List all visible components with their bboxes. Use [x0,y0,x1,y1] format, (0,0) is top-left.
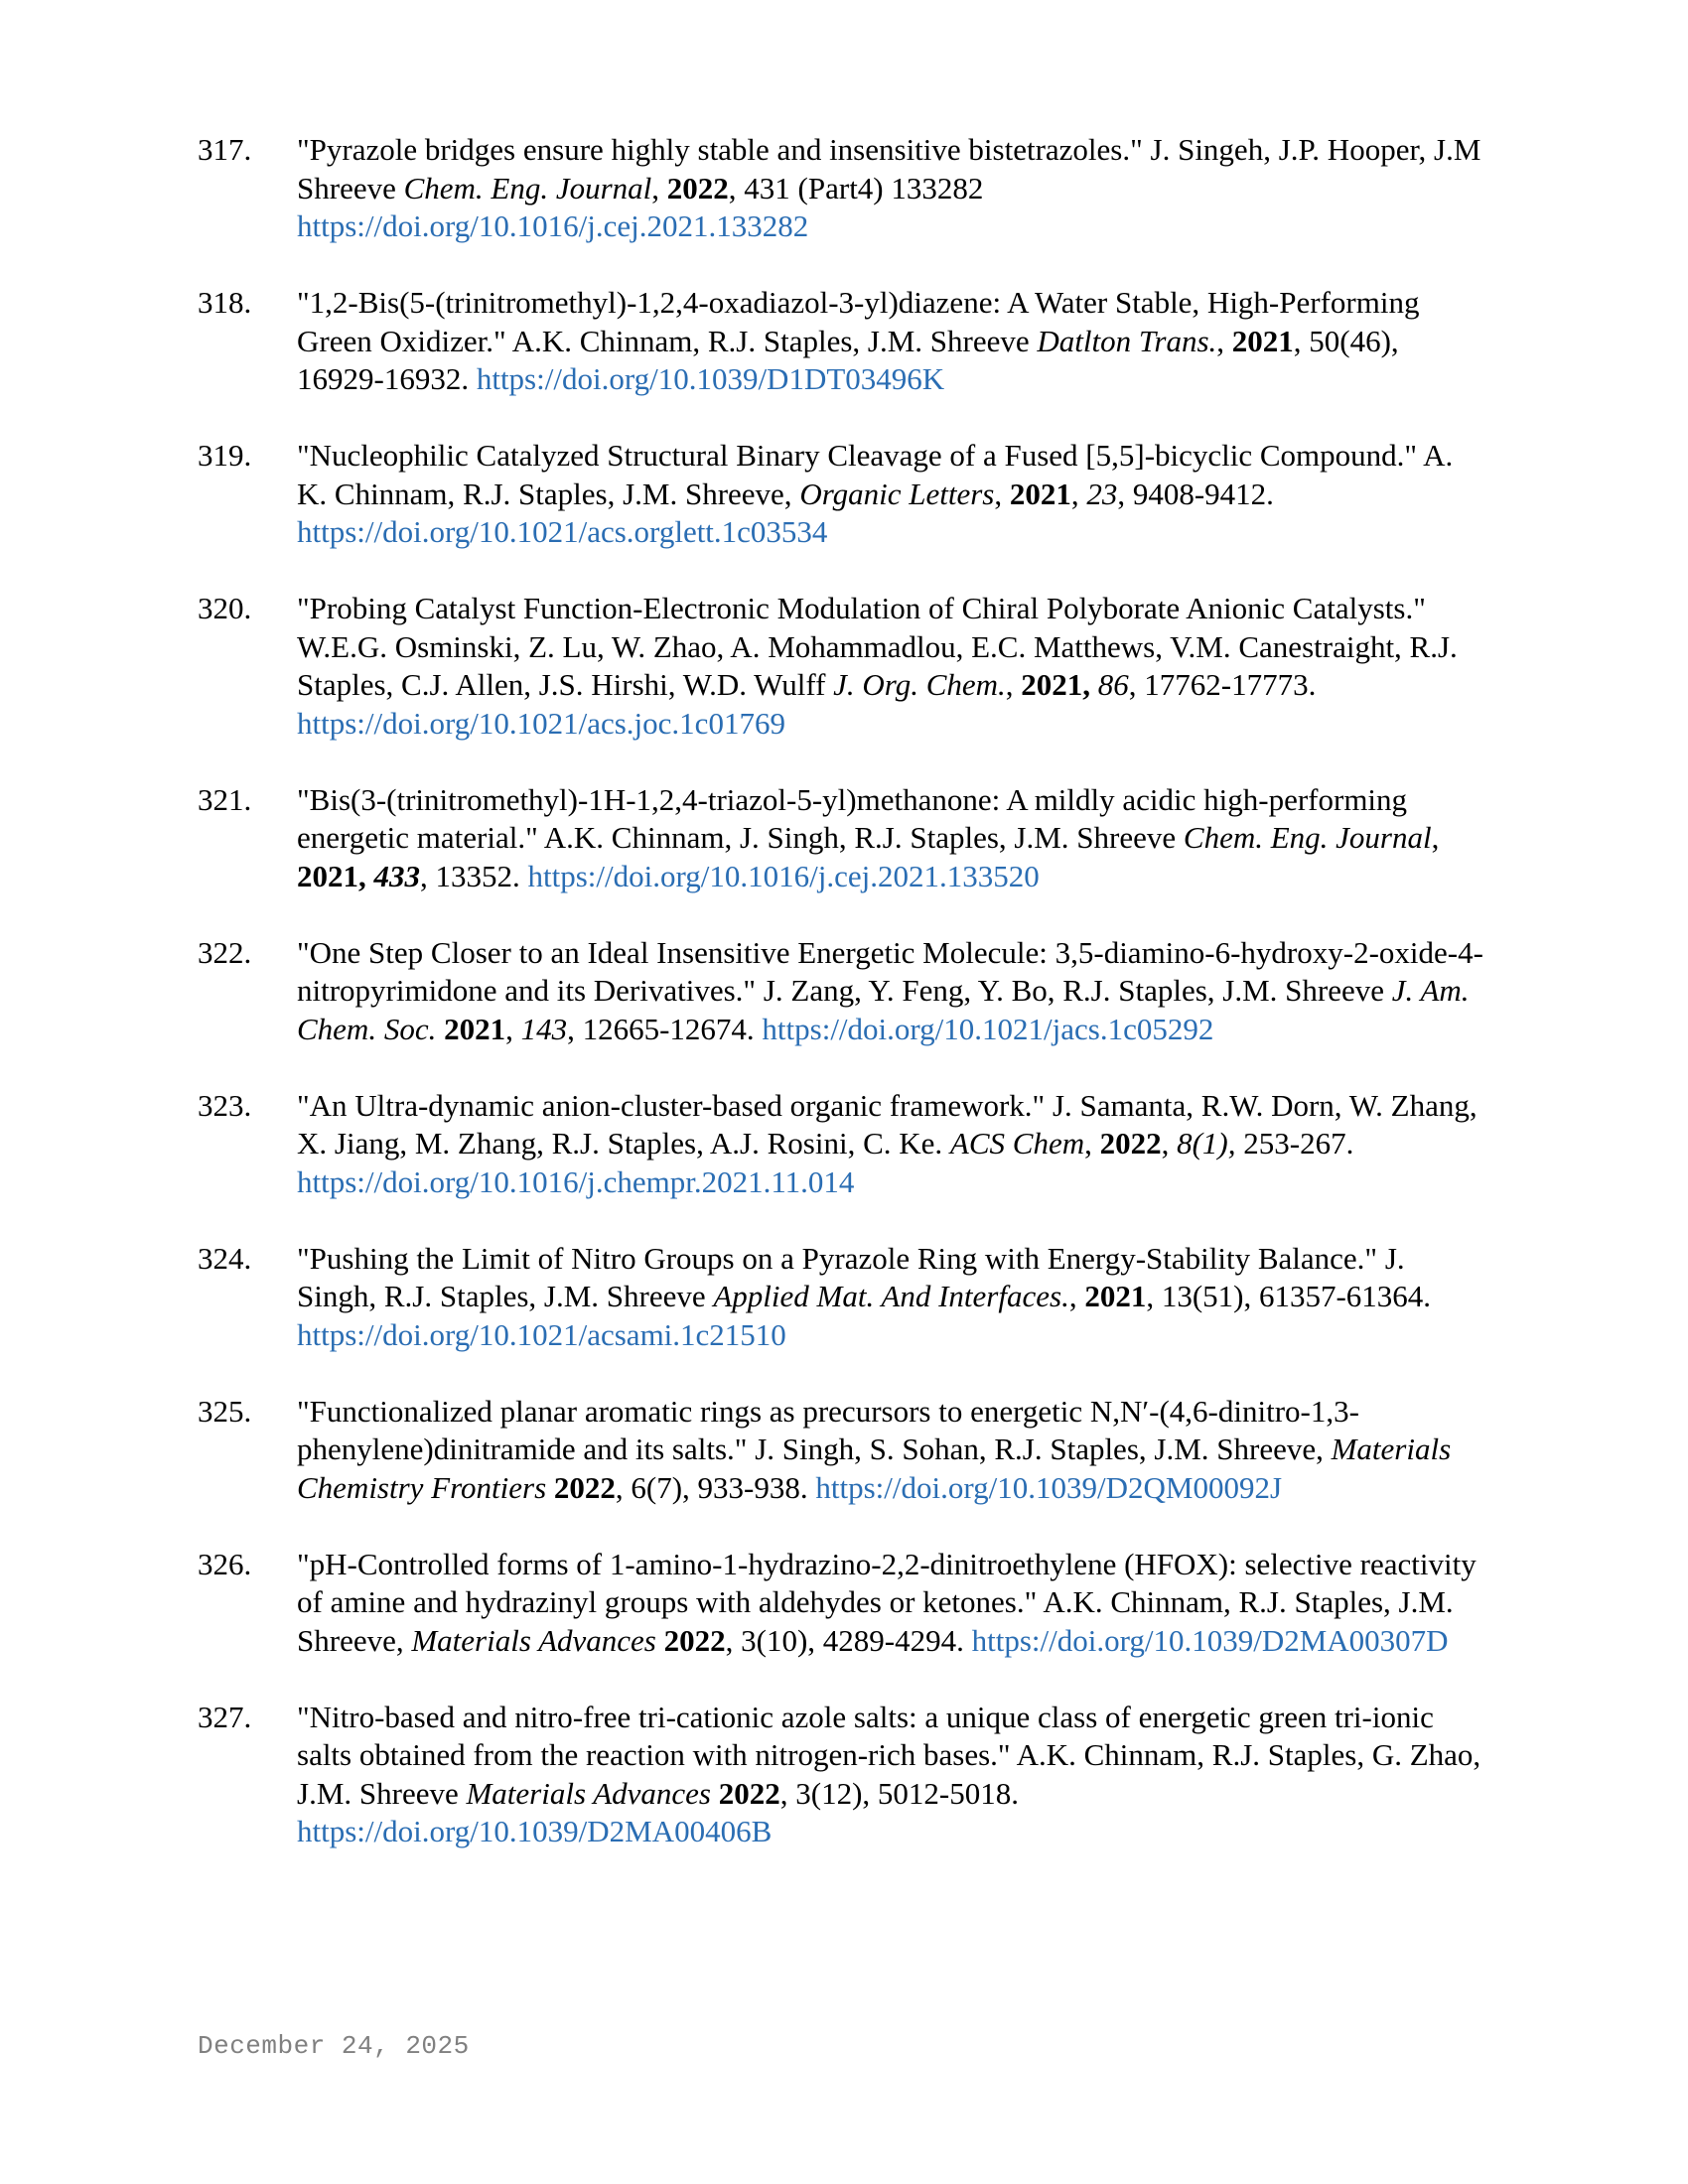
reference-journal: ACS Chem [949,1126,1085,1160]
reference-body: "Probing Catalyst Function-Electronic Modulation of Chiral Polyborate Anionic Catalysts." W.E.G. Osminski, Z. Lu, W. Zhao, A. Mohammadlou, E.C. Matthews, V.M. Canestraight, R.J. Staples, C.J. Allen, J.S. Hirshi, W.D. Wulff J. Org. Chem., 2021, 86, 17762-17773. https://doi.org/10.1021/acs.joc.1c01769 [297,591,1458,741]
doi-link[interactable]: https://doi.org/10.1039/D1DT03496K [476,361,945,396]
doi-link[interactable]: https://doi.org/10.1039/D2MA00307D [971,1622,1449,1658]
reference-item [198,437,1488,552]
reference-title: "1,2-Bis(5-(trinitromethyl)-1,2,4-oxadiazol-3-yl)diazene: A Water Stable, High-Performing Green Oxidizer." [297,285,1420,358]
reference-journal: Chem. Eng. Journal [403,170,652,205]
reference-title: "Functionalized planar aromatic rings as precursors to energetic N,N′-(4,6-dinitro-1,3-phenylene)dinitramide and its salts." [297,1393,1359,1466]
reference-number: 326. [198,1546,252,1581]
reference-details: , 9408-9412. [1117,476,1274,511]
reference-item [198,590,1488,743]
reference-item [198,934,1488,1049]
reference-number: 325. [198,1393,252,1429]
reference-authors: J. Singh, R.J. Staples, J.M. Shreeve [297,1240,1405,1313]
reference-authors: A.K. Chinnam, R.J. Staples, J.M. Shreeve, [297,1584,1454,1658]
reference-authors: A.K. Chinnam, J. Singh, R.J. Staples, J.M. Shreeve [537,820,1184,855]
doi-link[interactable]: https://doi.org/10.1021/acsami.1c21510 [297,1316,786,1352]
reference-details: , 50(46), 16929-16932. [297,323,1399,396]
reference-item [198,1699,1488,1851]
reference-item [198,1240,1488,1355]
reference-year: 2021, [1021,667,1091,702]
reference-body: "Bis(3-(trinitromethyl)-1H-1,2,4-triazol-5-yl)methanone: A mildly acidic high-performing energetic material." A.K. Chinnam, J. Singh, R.J. Staples, J.M. Shreeve Chem. Eng. Journal, 2021, 433, 13352. https://doi.org/10.1016/j.cej.2021.133520 [297,781,1440,893]
reference-authors: A.K. Chinnam, R.J. Staples, J.M. Shreeve [505,323,1038,358]
reference-title: "Pushing the Limit of Nitro Groups on a Pyrazole Ring with Energy-Stability Balance." [297,1240,1378,1276]
reference-journal: Datlton Trans. [1037,323,1217,358]
reference-volume: 86 [1097,667,1129,702]
footer-date: December 24, 2025 [198,2031,470,2061]
reference-body: "1,2-Bis(5-(trinitromethyl)-1,2,4-oxadiazol-3-yl)diazene: A Water Stable, High-Performing Green Oxidizer." A.K. Chinnam, R.J. Staples, J.M. Shreeve Datlton Trans., 2021, 50(46), 16929-16932. https://doi.org/10.1039/D1DT03496K [297,285,1420,396]
reference-title: "Nitro-based and nitro-free tri-cationic azole salts: a unique class of energetic green tri-ionic salts obtained from the reaction with nitrogen-rich bases." [297,1699,1434,1772]
reference-details: , 6(7), 933-938. [615,1469,816,1505]
reference-body: "Pyrazole bridges ensure highly stable and insensitive bistetrazoles." J. Singeh, J.P. Hooper, J.M Shreeve Chem. Eng. Journal, 2022, 431 (Part4) 133282 https://doi.org/10.1016/j.cej.2021.133282 [297,132,1481,243]
reference-item [198,1546,1488,1661]
reference-body [297,1546,1488,1661]
reference-details: , 13352. [420,858,528,893]
doi-link[interactable]: https://doi.org/10.1039/D2MA00406B [297,1814,773,1848]
reference-year: 2021 [1009,476,1071,511]
reference-details: , 3(12), 5012-5018. [779,1775,1019,1811]
reference-item [198,284,1488,399]
reference-item [198,781,1488,896]
doi-link[interactable]: https://doi.org/10.1021/acs.orglett.1c03534 [297,514,828,549]
reference-details: 253-267. [1235,1126,1354,1160]
reference-number: 318. [198,285,252,320]
reference-volume: 8(1), [1177,1126,1236,1160]
reference-year: 2021 [1231,323,1294,358]
doi-link[interactable]: https://doi.org/10.1016/j.cej.2021.133282 [297,208,809,243]
doi-link[interactable]: https://doi.org/10.1016/j.chempr.2021.11.014 [297,1163,855,1199]
reference-number: 322. [198,934,252,970]
reference-body: "One Step Closer to an Ideal Insensitive Energetic Molecule: 3,5-diamino-6-hydroxy-2-oxide-4-nitropyrimidone and its Derivatives." J. Zang, Y. Feng, Y. Bo, R.J. Staples, J.M. Shreeve J. Am. Chem. Soc. 2021, 143, 12665-12674. https://doi.org/10.1021/jacs.1c05292 [297,934,1483,1046]
reference-journal: J. Org. Chem. [833,667,1006,702]
reference-year: 2021 [1084,1279,1147,1313]
reference-authors: W.E.G. Osminski, Z. Lu, W. Zhao, A. Mohammadlou, E.C. Matthews, V.M. Canestraight, R.J. Staples, C.J. Allen, J.S. Hirshi, W.D. Wulff [297,628,1458,702]
reference-title: "Nucleophilic Catalyzed Structural Binary Cleavage of a Fused [5,5]-bicyclic Compound." [297,438,1418,473]
reference-body: "Pushing the Limit of Nitro Groups on a Pyrazole Ring with Energy-Stability Balance." J. Singh, R.J. Staples, J.M. Shreeve Applied Mat. And Interfaces., 2021, 13(51), 61357-61364. https://doi.org/10.1021/acsami.1c21510 [297,1240,1432,1352]
reference-title: "Pyrazole bridges ensure highly stable and insensitive bistetrazoles." [297,132,1143,167]
reference-title: "One Step Closer to an Ideal Insensitive Energetic Molecule: 3,5-diamino-6-hydroxy-2-oxide-4-nitropyrimidone and its Derivatives." [297,934,1483,1008]
reference-title: "An Ultra-dynamic anion-cluster-based organic framework." [297,1087,1046,1123]
reference-authors: A. K. Chinnam, R.J. Staples, J.M. Shreeve, [297,438,1454,511]
reference-year: 2022 [666,170,729,205]
doi-link[interactable]: https://doi.org/10.1039/D2QM00092J [815,1469,1283,1505]
reference-number: 323. [198,1087,252,1123]
reference-number: 319. [198,438,252,473]
reference-body: "An Ultra-dynamic anion-cluster-based organic framework." J. Samanta, R.W. Dorn, W. Zhang, X. Jiang, M. Zhang, R.J. Staples, A.J. Rosini, C. Ke. ACS Chem, 2022, 8(1), 253-267. https://doi.org/10.1016/j.chempr.2021.11.014 [297,1087,1477,1199]
reference-item [198,1393,1488,1508]
reference-journal: Organic Letters [799,476,995,511]
reference-number: 321. [198,781,252,817]
reference-year: 2021 [444,1011,506,1046]
reference-authors: J. Samanta, R.W. Dorn, W. Zhang, X. Jiang, M. Zhang, R.J. Staples, A.J. Rosini, C. Ke. [297,1087,1477,1160]
reference-details: , 12665-12674. [567,1011,763,1046]
reference-details: , 431 (Part4) 133282 [728,170,984,205]
reference-volume: 433 [373,858,420,893]
reference-year: 2021, [297,858,366,893]
reference-year: 2022 [663,1622,726,1658]
reference-number: 320. [198,591,252,625]
reference-authors: A.K. Chinnam, R.J. Staples, G. Zhao, J.M. Shreeve [297,1737,1481,1811]
reference-item [198,1087,1488,1202]
reference-journal: Materials Chemistry Frontiers [297,1432,1452,1505]
reference-details: , 13(51), 61357-61364. [1146,1279,1432,1313]
reference-authors: J. Zang, Y. Feng, Y. Bo, R.J. Staples, J.M. Shreeve [756,973,1392,1008]
doi-link[interactable]: https://doi.org/10.1021/acs.joc.1c01769 [297,705,785,741]
reference-volume: 23 [1086,476,1118,511]
reference-journal: Applied Mat. And Interfaces. [713,1279,1069,1313]
reference-volume: 143 [520,1011,568,1046]
reference-journal: Chem. Eng. Journal [1183,820,1432,855]
reference-body: "Nucleophilic Catalyzed Structural Binary Cleavage of a Fused [5,5]-bicyclic Compound." A. K. Chinnam, R.J. Staples, J.M. Shreeve, Organic Letters, 2021, 23, 9408-9412. https://doi.org/10.1021/acs.orglett.1c03534 [297,438,1454,549]
reference-year: 2022 [553,1469,616,1505]
reference-number: 324. [198,1240,252,1276]
reference-details: , 17762-17773. [1128,667,1317,702]
doi-link[interactable]: https://doi.org/10.1021/jacs.1c05292 [762,1011,1214,1046]
reference-authors: J. Singh, S. Sohan, R.J. Staples, J.M. Shreeve, [747,1432,1332,1466]
reference-journal: J. Am. Chem. Soc. [297,973,1470,1046]
reference-year: 2022 [718,1775,780,1811]
reference-body [297,1393,1488,1508]
reference-title: "Bis(3-(trinitromethyl)-1H-1,2,4-triazol-5-yl)methanone: A mildly acidic high-performing energetic material." [297,781,1408,855]
reference-journal: Materials Advances [466,1775,712,1811]
reference-list [198,131,1488,1889]
reference-details: , 3(10), 4289-4294. [725,1622,972,1658]
reference-item [198,131,1488,246]
reference-title: "Probing Catalyst Function-Electronic Modulation of Chiral Polyborate Anionic Catalysts." [297,591,1426,625]
doi-link[interactable]: https://doi.org/10.1016/j.cej.2021.133520 [527,858,1040,893]
reference-title: "pH-Controlled forms of 1-amino-1-hydrazino-2,2-dinitroethylene (HFOX): selective reactivity of amine and hydrazinyl groups with aldehydes or ketones." [297,1546,1477,1619]
reference-journal: Materials Advances [411,1622,656,1658]
reference-number: 327. [198,1699,252,1734]
reference-authors: J. Singeh, J.P. Hooper, J.M Shreeve [297,132,1481,205]
reference-body [297,1699,1488,1851]
reference-number: 317. [198,132,252,167]
reference-year: 2022 [1099,1126,1162,1160]
